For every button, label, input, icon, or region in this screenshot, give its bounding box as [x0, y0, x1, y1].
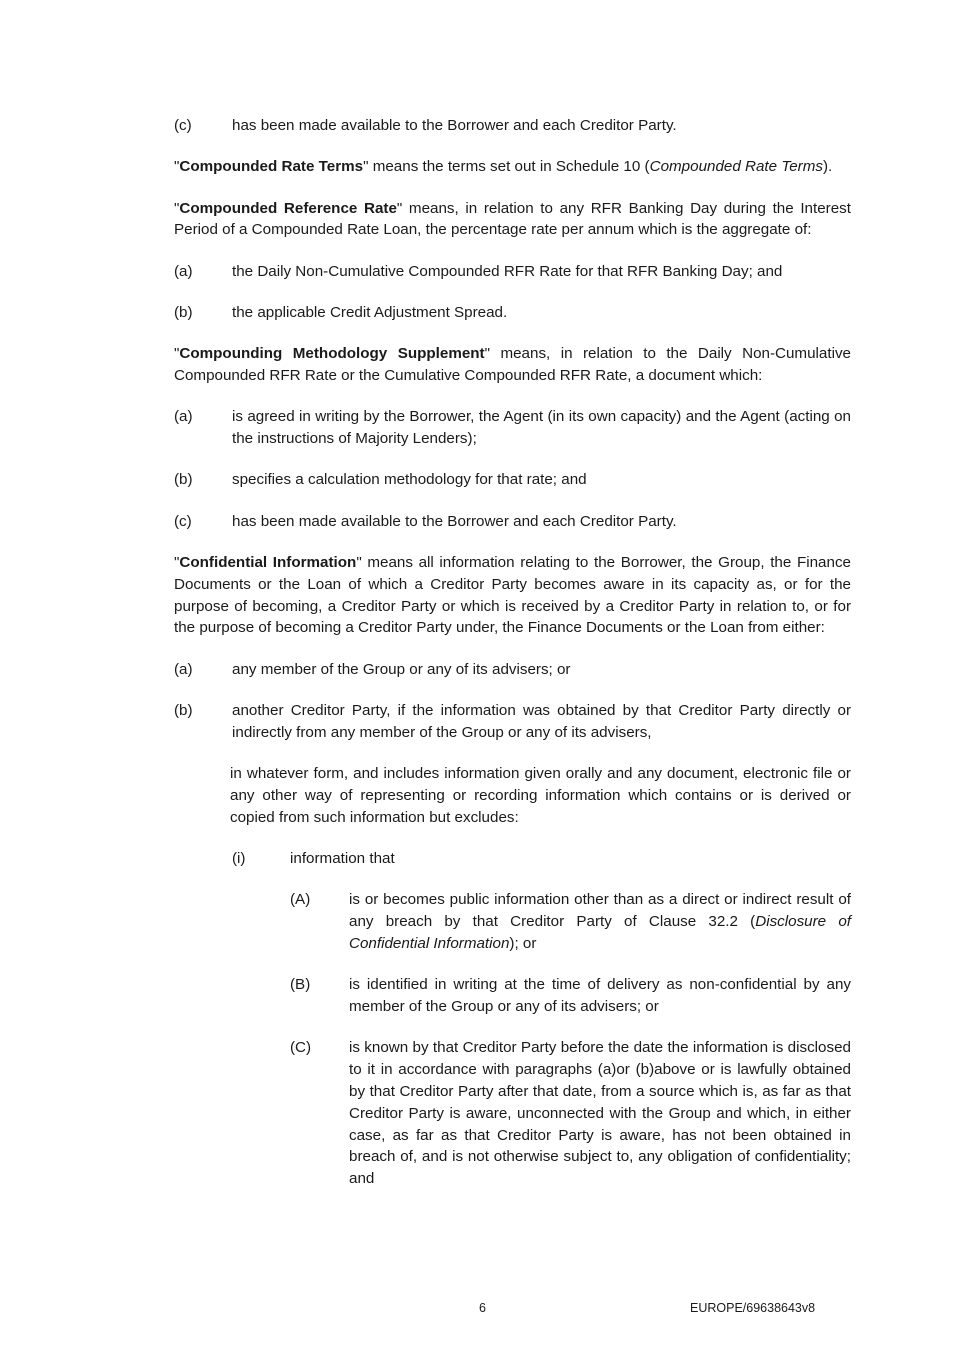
item-label: (C)	[290, 1039, 312, 1057]
item-text: the Daily Non-Cumulative Compounded RFR Rate for that RFR Banking Day; and	[232, 262, 783, 280]
sub-sub-list-item	[174, 974, 851, 1018]
item-label: (c)	[174, 512, 192, 530]
page-number: 6	[479, 1301, 486, 1315]
item-label: (a)	[174, 262, 193, 280]
item-text: has been made available to the Borrower and each Creditor Party.	[232, 117, 677, 134]
defined-term: Confidential Information	[179, 554, 357, 572]
item-text: is known by that Creditor Party before the date the information is disclosed to it in accordance with paragraphs (a)or (b)above or is lawfully obtained by that Creditor Party after that date, from a source which is, as far as that Creditor Party is aware, unconnected with the Group and which, in either case, as far as that Creditor Party is aware, has not been obtained in breach of, and is not otherwise subject to, any obligation of confidentiality; and	[349, 1039, 851, 1188]
definition-compounded-rate-terms: "Compounded Rate Terms" means the terms set out in Schedule 10 (Compounded Rate Terms).	[174, 158, 833, 176]
list-item	[174, 469, 851, 491]
item-text: any member of the Group or any of its advisers; or	[232, 660, 571, 678]
sub-sub-list-item	[174, 889, 851, 954]
item-label: (a)	[174, 660, 193, 678]
item-text: another Creditor Party, if the information was obtained by that Creditor Party directly or indirectly from any member of the Group or any of its advisers,	[232, 702, 851, 741]
item-text: is or becomes public information other than as a direct or indirect result of any breach by that Creditor Party of Clause 32.2 (Disclosure of Confidential Information); or	[349, 891, 852, 952]
definition-compounded-reference-rate: "Compounded Reference Rate" means, in relation to any RFR Banking Day during the Interest Period of a Compounded Rate Loan, the percentage rate per annum which is the aggregate of:	[174, 199, 851, 239]
item-text: is agreed in writing by the Borrower, the Agent (in its own capacity) and the Agent (acting on the instructions of Majority Lenders);	[232, 408, 851, 448]
list-item	[174, 406, 851, 450]
sub-sub-list-item	[174, 1037, 851, 1190]
defined-term: Compounded Rate Terms	[179, 158, 364, 176]
definition-confidential-information: "Confidential Information" means all information relating to the Borrower, the Group, the Finance Documents or the Loan of which a Creditor Party becomes aware in its capacity as, or for the purpose of becoming, a Creditor Party or which is received by a Creditor Party in relation to, or for the purpose of becoming a Creditor Party under, the Finance Documents or the Loan from either:	[174, 554, 851, 637]
list-item	[174, 302, 851, 324]
sub-list-item	[174, 848, 851, 870]
item-label: (i)	[232, 850, 246, 868]
list-item	[174, 700, 851, 744]
defined-term: Compounding Methodology Supplement	[179, 345, 485, 363]
cross-reference: Disclosure of Confidential Information	[349, 913, 852, 952]
document-body	[174, 115, 851, 1209]
cross-reference: Compounded Rate Terms	[649, 158, 823, 176]
item-label: (A)	[290, 891, 311, 909]
item-label: (B)	[290, 976, 311, 994]
item-text: information that	[290, 850, 395, 868]
item-text: the applicable Credit Adjustment Spread.	[232, 303, 508, 321]
list-item	[174, 261, 851, 283]
document-reference: EUROPE/69638643v8	[690, 1301, 816, 1315]
item-label: (c)	[174, 117, 192, 134]
item-label: (a)	[174, 408, 193, 426]
list-item	[174, 659, 851, 681]
item-text: has been made available to the Borrower and each Creditor Party.	[232, 512, 677, 530]
continuation-paragraph: in whatever form, and includes information given orally and any document, electronic file or any other way of representing or recording information which contains or is derived or copied from such information but excludes:	[230, 765, 851, 826]
defined-term: Compounded Reference Rate	[179, 199, 397, 217]
item-text: is identified in writing at the time of delivery as non-confidential by any member of the Group or any of its advisers; or	[349, 976, 851, 1016]
item-text: specifies a calculation methodology for that rate; and	[232, 471, 587, 489]
item-label: (b)	[174, 471, 193, 489]
item-label: (b)	[174, 303, 193, 321]
item-label: (b)	[174, 702, 193, 720]
definition-compounding-methodology-supplement: "Compounding Methodology Supplement" means, in relation to the Daily Non-Cumulative Compounded RFR Rate or the Cumulative Compounded RFR Rate, a document which:	[174, 345, 851, 385]
list-item	[174, 511, 851, 533]
list-item	[174, 115, 851, 137]
